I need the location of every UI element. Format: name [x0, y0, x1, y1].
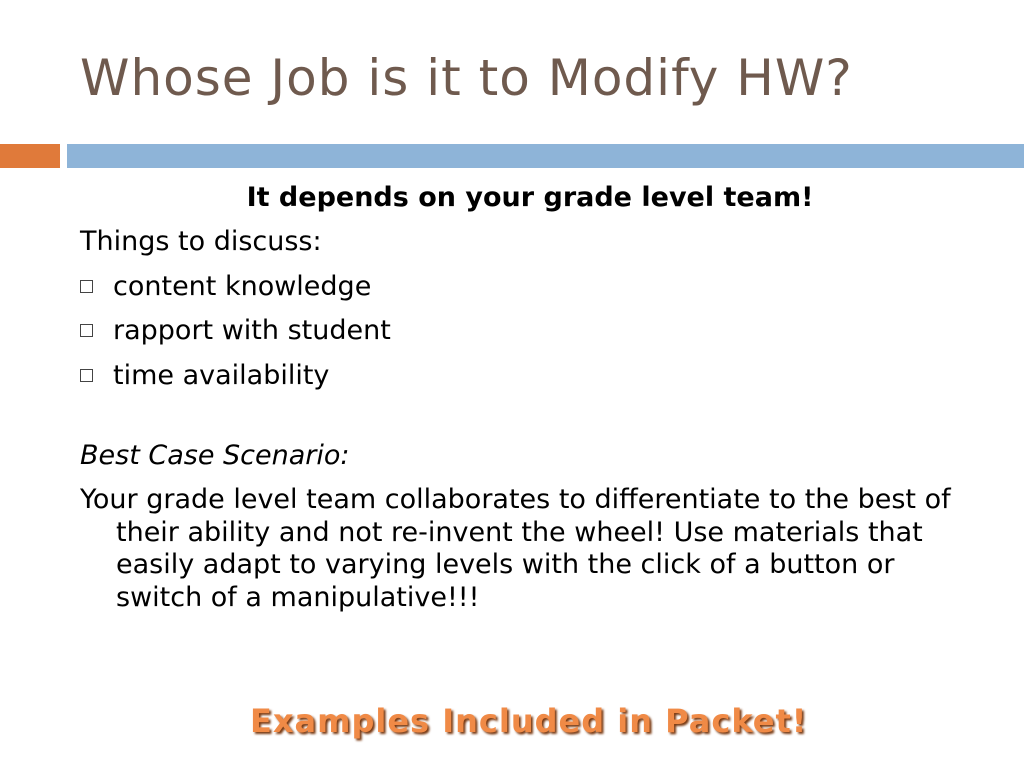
- slide-body: [80, 182, 980, 614]
- accent-bar-blue: [67, 144, 1024, 168]
- slide-subtitle: It depends on your grade level team!: [246, 182, 814, 213]
- spacer: [80, 404, 980, 440]
- best-case-text: Your grade level team collaborates to differentiate to the best of their ability and not re-invent the wheel! Use materials that easily adapt to varying levels with the click of a button or switch of a manipulative!!!: [80, 484, 951, 613]
- square-outline-icon: [80, 369, 93, 382]
- bullet-item: [80, 315, 980, 347]
- bullet-item: [80, 271, 980, 303]
- bullet-text: rapport with student: [113, 315, 391, 347]
- best-case-label: Best Case Scenario:: [80, 439, 350, 471]
- bullet-text: time availability: [113, 359, 330, 391]
- square-outline-icon: [80, 324, 93, 337]
- discuss-label: Things to discuss:: [80, 226, 322, 258]
- accent-bar-orange: [0, 144, 60, 168]
- slide-title: Whose Job is it to Modify HW?: [80, 49, 853, 107]
- bullet-item: [80, 360, 980, 392]
- square-outline-icon: [80, 280, 93, 293]
- examples-note: Examples Included in Packet!: [250, 702, 808, 740]
- bullet-text: content knowledge: [113, 270, 372, 302]
